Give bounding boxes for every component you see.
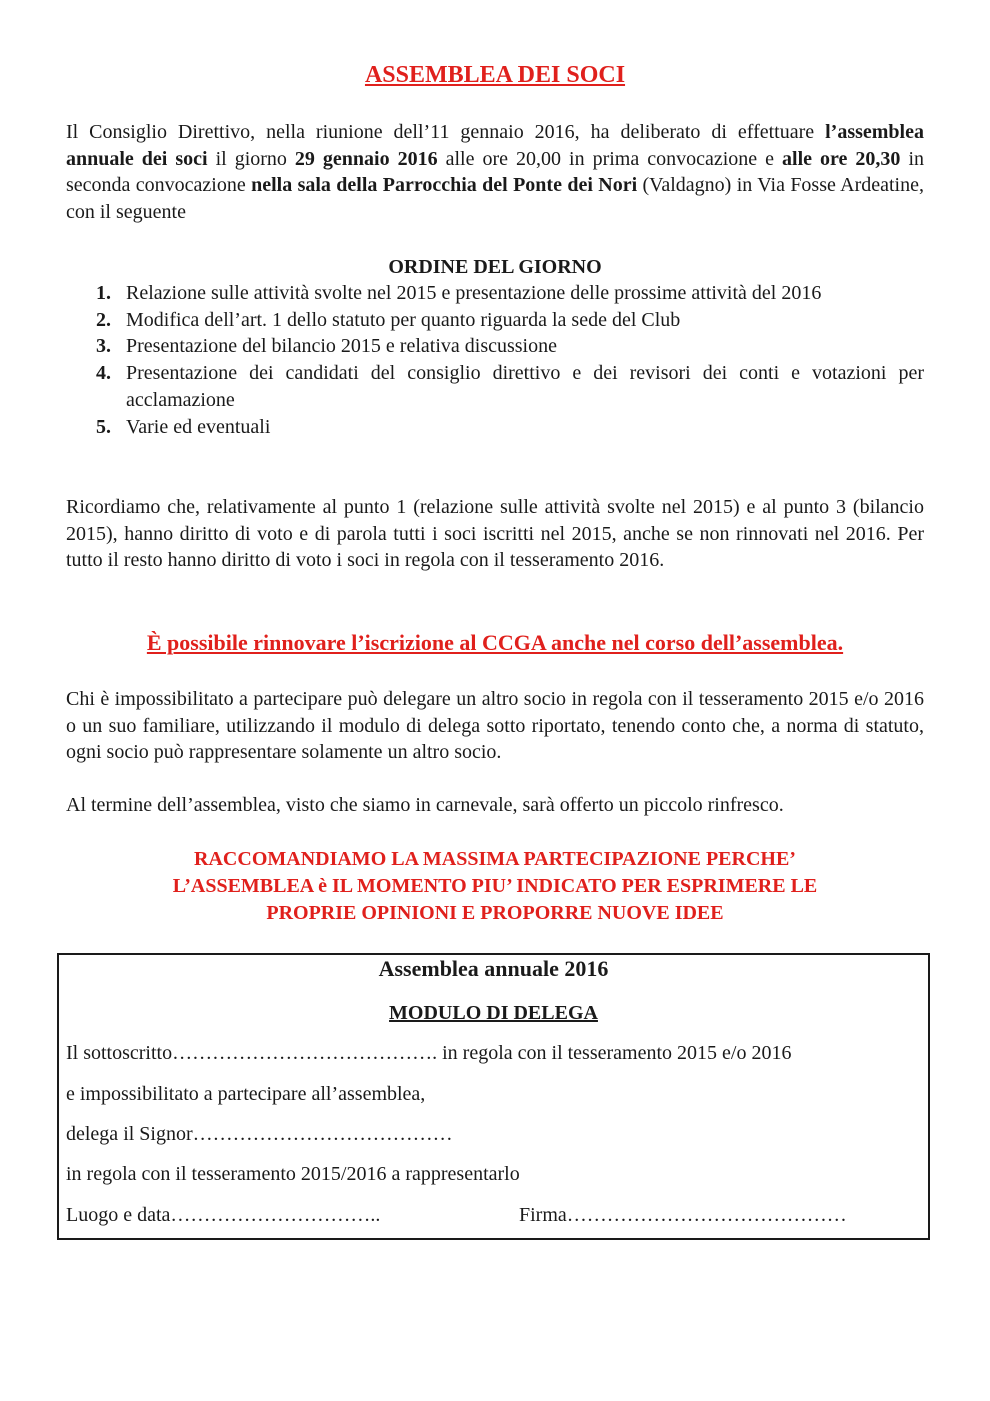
agenda-item-number: 4. <box>96 362 111 385</box>
agenda-item <box>66 307 924 334</box>
agenda-item <box>66 280 924 307</box>
intro-bold-venue: nella sala della Parrocchia del Ponte dei Nori <box>251 174 638 197</box>
intro-bold-date: 29 gennaio 2016 <box>294 147 438 170</box>
page-title: ASSEMBLEA DEI SOCI <box>364 62 626 88</box>
agenda-item-text: Presentazione dei candidati del consiglio direttivo e dei revisori dei conti e votazioni per acclamazione <box>126 362 924 411</box>
agenda-item <box>66 333 924 360</box>
form-delegate-line: delega il Signor………………………………… <box>66 1123 453 1145</box>
form-signature-field: Firma…………………………………… <box>519 1204 847 1226</box>
agenda-item-number: 3. <box>96 335 111 358</box>
form-subtitle: MODULO DI DELEGA <box>389 1002 598 1024</box>
reminder-paragraph: Ricordiamo che, relativamente al punto 1 (relazione sulle attività svolte nel 2015) e al punto 3 (bilancio 2015), hanno diritto di voto e di parola tutti i soci iscritti nel 2015, anche se non rinnovati nel 2016. Per tutto il resto hanno diritto di voto i soci in regola con il tesseramento 2016. <box>66 496 924 572</box>
intro-paragraph <box>66 119 924 226</box>
agenda-list <box>66 280 924 440</box>
appeal-line: RACCOMANDIAMO LA MASSIMA PARTECIPAZIONE PERCHE’ <box>194 848 796 870</box>
agenda-item-number: 5. <box>96 415 111 438</box>
form-title: Assemblea annuale 2016 <box>378 956 609 981</box>
appeal-line: L’ASSEMBLEA è IL MOMENTO PIU’ INDICATO PER ESPRIMERE LE <box>172 875 818 897</box>
form-unable-line: e impossibilitato a partecipare all’assemblea, <box>66 1083 426 1105</box>
agenda-item-number: 1. <box>96 282 111 304</box>
agenda-item-text: Modifica dell’art. 1 dello statuto per quanto riguarda la sede del Club <box>126 308 681 331</box>
agenda-title: ORDINE DEL GIORNO <box>388 256 602 278</box>
intro-text: Il Consiglio Direttivo, nella riunione dell’11 gennaio 2016, ha deliberato di effettuare <box>66 121 826 143</box>
agenda-item <box>66 360 924 413</box>
intro-bold-time: alle ore 20,30 <box>782 147 901 170</box>
form-undersigned-line: Il sottoscritto…………………………………. in regola con il tesseramento 2015 e/o 2016 <box>66 1042 792 1064</box>
participation-appeal <box>66 846 924 927</box>
appeal-line: PROPRIE OPINIONI E PROPORRE NUOVE IDEE <box>266 902 724 924</box>
form-membership-line: in regola con il tesseramento 2015/2016 a rappresentarlo <box>66 1163 520 1185</box>
intro-text: il giorno <box>207 147 295 170</box>
intro-text: (Valdagno) in Via Fosse Ardeatine, con il seguente <box>66 174 924 224</box>
agenda-item <box>66 414 924 441</box>
intro-text: alle ore 20,00 in prima convocazione e <box>437 147 783 170</box>
intro-bold-assembly: l’assemblea annuale dei soci <box>66 121 924 170</box>
form-place-date-field: Luogo e data………………………….. <box>66 1204 381 1226</box>
agenda-item-text: Relazione sulle attività svolte nel 2015 e presentazione delle prossime attività del 2016 <box>126 282 822 304</box>
intro-text: in seconda convocazione <box>66 147 924 197</box>
closing-paragraph: Al termine dell’assemblea, visto che siamo in carnevale, sarà offerto un piccolo rinfresco. <box>66 794 784 816</box>
agenda-item-number: 2. <box>96 308 111 331</box>
delegation-paragraph: Chi è impossibilitato a partecipare può delegare un altro socio in regola con il tesseramento 2015 e/o 2016 o un suo familiare, utilizzando il modulo di delega sotto riportato, tenendo conto che, a norma di statuto, ogni socio può rappresentare solamente un altro socio. <box>66 688 924 764</box>
agenda-item-text: Varie ed eventuali <box>126 415 271 438</box>
renewal-notice: È possibile rinnovare l’iscrizione al CCGA anche nel corso dell’assemblea. <box>146 630 844 655</box>
agenda-item-text: Presentazione del bilancio 2015 e relativa discussione <box>126 335 557 358</box>
